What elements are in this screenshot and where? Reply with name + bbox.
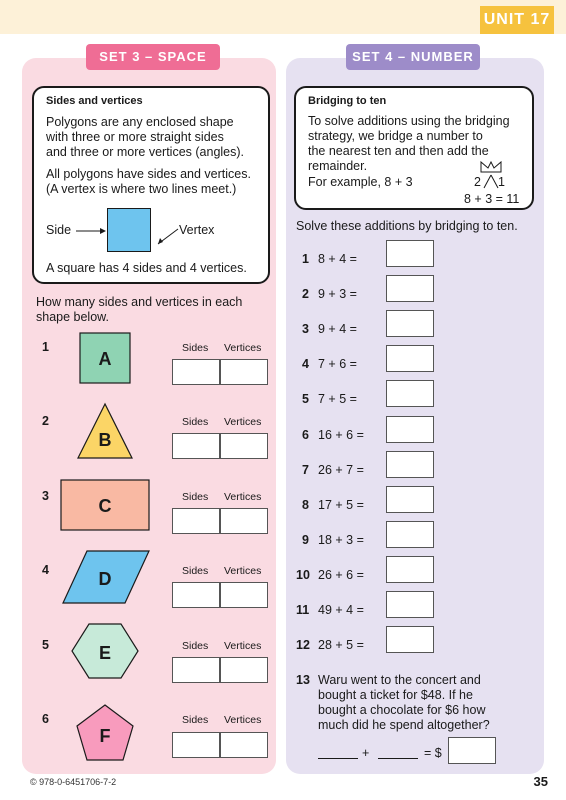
vertices-label: Vertices (224, 491, 262, 503)
split-line-icon (484, 175, 491, 188)
question-text: 26 + 7 = (318, 463, 364, 477)
question-number: 6 (302, 428, 309, 442)
vertices-label: Vertices (224, 565, 262, 577)
left-instruction (36, 295, 242, 325)
info-paragraph-2 (46, 167, 251, 197)
sides-answer-box[interactable] (172, 508, 220, 534)
sides-label: Sides (182, 342, 209, 354)
plus-sign: + (362, 746, 370, 760)
question-text: 9 + 3 = (318, 287, 357, 301)
vertices-answer-box[interactable] (220, 657, 268, 683)
split-left: 2 (474, 175, 481, 189)
blank-line-1[interactable] (318, 758, 358, 759)
word-problem-line: Waru went to the concert and (318, 673, 481, 687)
answer-box[interactable] (386, 486, 434, 513)
shape-letter-d: D (98, 569, 112, 589)
sides-label: Sides (182, 640, 209, 652)
info-title: Sides and vertices (46, 95, 143, 107)
answer-box[interactable] (386, 521, 434, 548)
question-number: 3 (302, 322, 309, 336)
unit-tab: UNIT 17 (480, 6, 554, 34)
vertices-answer-box[interactable] (220, 582, 268, 608)
question-number: 6 (42, 712, 49, 726)
vertices-label: Vertices (224, 640, 262, 652)
info-paragraph-1 (46, 115, 244, 160)
answer-box[interactable] (386, 591, 434, 618)
bridge-icon (481, 162, 501, 172)
isbn-footer: © 978-0-6451706-7-2 (30, 777, 117, 787)
question-number: 7 (302, 463, 309, 477)
info-line: Polygons are any enclosed shape (46, 115, 234, 129)
shape-letter-b: B (98, 430, 112, 450)
word-problem-line: bought a chocolate for $6 how (318, 703, 486, 717)
arrow-head-icon (158, 238, 163, 244)
question-text: 8 + 4 = (318, 252, 357, 266)
word-problem-line: bought a ticket for $48. If he (318, 688, 473, 702)
answer-box[interactable] (386, 451, 434, 478)
vertices-answer-box[interactable] (220, 359, 268, 385)
question-text: 26 + 6 = (318, 568, 364, 582)
answer-box[interactable] (386, 240, 434, 267)
question-text: 49 + 4 = (318, 603, 364, 617)
answer-box[interactable] (386, 416, 434, 443)
vertices-answer-box[interactable] (220, 508, 268, 534)
blank-line-2[interactable] (378, 758, 418, 759)
instruction-line: How many sides and vertices in each (36, 295, 243, 309)
question-number: 1 (42, 340, 49, 354)
info-line: To solve additions using the bridging (308, 114, 510, 128)
question-text: 16 + 6 = (318, 428, 364, 442)
question-number: 2 (42, 414, 49, 428)
answer-box[interactable] (386, 275, 434, 302)
info-line: and three or more vertices (angles). (46, 145, 245, 159)
shape-letter-c: C (98, 496, 112, 516)
question-text: 7 + 6 = (318, 357, 357, 371)
question-number: 4 (42, 563, 49, 577)
split-right: 1 (498, 175, 505, 189)
question-number: 1 (302, 252, 309, 266)
question-number: 9 (302, 533, 309, 547)
instruction-line: shape below. (36, 310, 109, 324)
arrow-head-icon (100, 228, 106, 234)
shape-letter-e: E (98, 643, 112, 663)
question-text: 28 + 5 = (318, 638, 364, 652)
shape-letter-a: A (98, 349, 112, 369)
split-line-icon (491, 175, 498, 188)
answer-box[interactable] (386, 626, 434, 653)
shape-letter-f: F (99, 726, 111, 746)
question-text: 18 + 3 = (318, 533, 364, 547)
vertices-label: Vertices (224, 342, 262, 354)
question-number: 5 (302, 392, 309, 406)
question-number: 11 (296, 603, 310, 617)
example-result: 8 + 3 = 11 (464, 192, 520, 206)
info-footer: A square has 4 sides and 4 vertices. (46, 261, 247, 275)
sides-label: Sides (182, 416, 209, 428)
shapes-column (55, 328, 170, 768)
sides-answer-box[interactable] (172, 359, 220, 385)
square-icon (107, 208, 151, 252)
vertices-label: Vertices (224, 416, 262, 428)
side-label: Side (46, 223, 72, 237)
question-number: 12 (296, 638, 310, 652)
info-line: the nearest ten and then add the (308, 144, 489, 158)
sides-label: Sides (182, 565, 209, 577)
question-number: 2 (302, 287, 309, 301)
question-number: 8 (302, 498, 309, 512)
answer-box[interactable] (386, 310, 434, 337)
vertices-label: Vertices (224, 714, 262, 726)
info-title: Bridging to ten (308, 95, 387, 107)
question-number: 3 (42, 489, 49, 503)
answer-box[interactable] (386, 380, 434, 407)
sides-answer-box[interactable] (172, 657, 220, 683)
question-number: 4 (302, 357, 309, 371)
question-text: 9 + 4 = (318, 322, 357, 336)
set-3-title: SET 3 – SPACE (86, 44, 220, 70)
question-number: 10 (296, 568, 310, 582)
info-line: strategy, we bridge a number to (308, 129, 483, 143)
equals-dollar: = $ (424, 746, 442, 760)
answer-box[interactable] (386, 345, 434, 372)
word-problem-line: much did he spend altogether? (318, 718, 490, 732)
set-4-title: SET 4 – NUMBER (346, 44, 480, 70)
sides-answer-box[interactable] (172, 582, 220, 608)
answer-box[interactable] (386, 556, 434, 583)
info-line: (A vertex is where two lines meet.) (46, 182, 237, 196)
question-text: 17 + 5 = (318, 498, 364, 512)
word-problem (318, 673, 490, 733)
vertices-answer-box[interactable] (220, 433, 268, 459)
question-number: 5 (42, 638, 49, 652)
info-line: All polygons have sides and vertices. (46, 167, 251, 181)
sides-label: Sides (182, 491, 209, 503)
vertex-label: Vertex (179, 223, 215, 237)
question-text: 7 + 5 = (318, 392, 357, 406)
info-line: with three or more straight sides (46, 130, 224, 144)
question-number: 13 (296, 673, 310, 687)
example-text: For example, 8 + 3 (308, 175, 413, 189)
page-number: 35 (533, 774, 548, 789)
sides-answer-box[interactable] (172, 732, 220, 758)
info-line: remainder. (308, 159, 368, 173)
total-answer-box[interactable] (448, 737, 496, 764)
right-instruction: Solve these additions by bridging to ten. (296, 219, 518, 233)
sides-answer-box[interactable] (172, 433, 220, 459)
sides-label: Sides (182, 714, 209, 726)
vertices-answer-box[interactable] (220, 732, 268, 758)
